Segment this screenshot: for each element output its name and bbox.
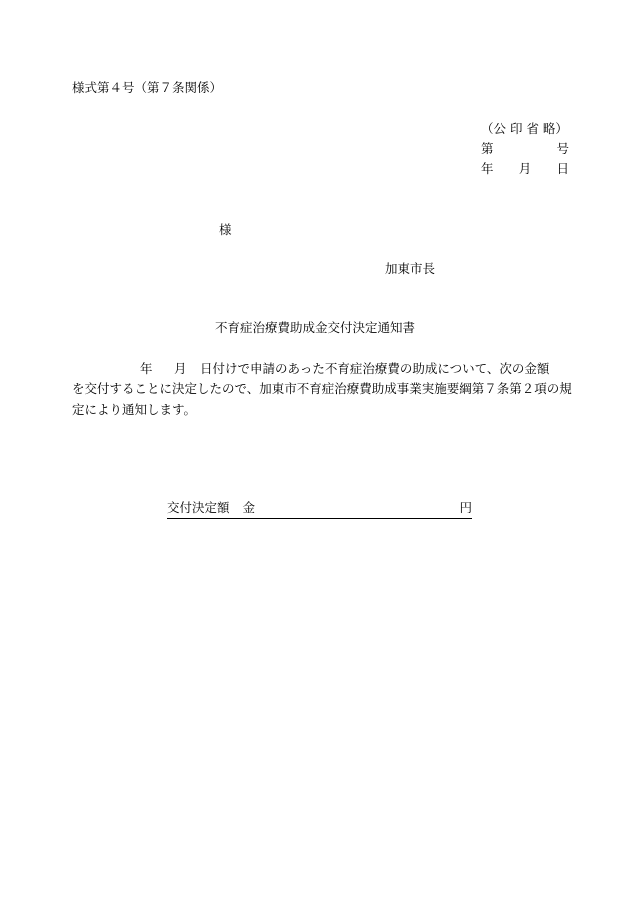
- body-line-1-text: 日付けで申請のあった不育症治療費の助成について、次の金額: [200, 361, 550, 376]
- body-line-2: を交付することに決定したので、加東市不育症治療費助成事業実施要綱第７条第２項の規: [72, 381, 572, 396]
- document-number-prefix: 第: [481, 141, 494, 156]
- document-number-suffix: 号: [556, 141, 569, 156]
- sender-name: 加東市長: [385, 261, 436, 276]
- form-number: 様式第４号（第７条関係）: [72, 80, 223, 95]
- issue-date-month: 月: [518, 161, 532, 176]
- body-month-label: 月: [174, 361, 187, 376]
- addressee-suffix: 様: [219, 222, 232, 237]
- body-year-label: 年: [140, 361, 153, 376]
- grant-amount-label: 交付決定額: [167, 500, 230, 515]
- grant-amount-blank: [255, 502, 459, 515]
- grant-amount-line: [167, 502, 472, 519]
- body-line-1: [72, 363, 566, 376]
- issue-date: [481, 163, 569, 176]
- seal-omitted-note: （公 印 省 略）: [481, 121, 568, 136]
- grant-amount-prefix: 金: [242, 500, 256, 515]
- grant-amount-unit: 円: [459, 500, 472, 515]
- issue-date-year: 年: [481, 161, 494, 176]
- body-line-3: 定により通知します。: [72, 402, 197, 417]
- document-number: [481, 143, 569, 156]
- document-title: 不育症治療費助成金交付決定通知書: [214, 320, 415, 335]
- issue-date-day: 日: [556, 161, 569, 176]
